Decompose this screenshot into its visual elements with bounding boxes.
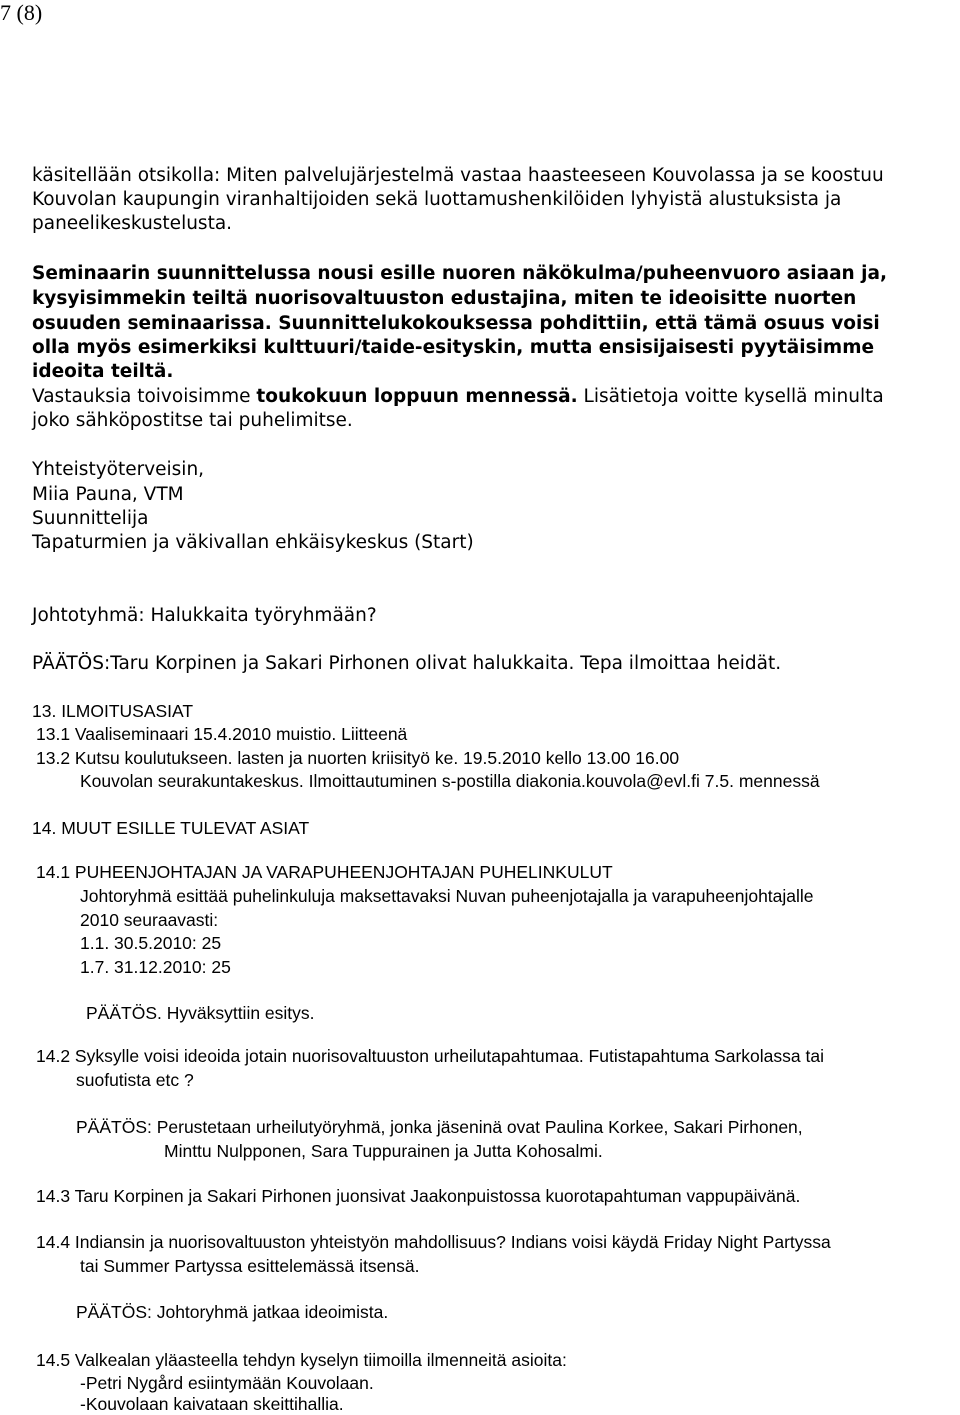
- reply-deadline: toukokuun loppuun mennessä.: [256, 386, 578, 407]
- item-14-1-line-4: 1.7. 31.12.2010: 25: [80, 957, 231, 977]
- section-13-heading: 13. ILMOITUSASIAT: [32, 701, 194, 721]
- johtoryhma-question: Johtotyhmä: Halukkaita työryhmään?: [32, 605, 377, 626]
- item-14-2-line-2: suofutista etc ?: [76, 1070, 194, 1090]
- bold-para-line-5: ideoita teiltä.: [32, 361, 174, 382]
- item-14-4-decision: PÄÄTÖS: Johtoryhmä jatkaa ideoimista.: [76, 1302, 389, 1322]
- page-number: 7 (8): [0, 0, 43, 25]
- reply-line-2: joko sähköpostitse tai puhelimitse.: [32, 410, 353, 431]
- bold-para-line-3: osuuden seminaarissa. Suunnittelukokouksessa pohdittiin, että tämä osuus voisi: [32, 313, 880, 334]
- item-14-5-line-1: 14.5 Valkealan yläasteella tehdyn kyselyn tiimoilla ilmenneitä asioita:: [36, 1350, 567, 1370]
- item-14-2-decision-2: Minttu Nulpponen, Sara Tuppurainen ja Jutta Kohosalmi.: [164, 1141, 603, 1161]
- item-14-3: 14.3 Taru Korpinen ja Sakari Pirhonen juonsivat Jaakonpuistossa kuorotapahtuman vappupäivänä.: [36, 1186, 801, 1206]
- item-14-1-line-3: 1.1. 30.5.2010: 25: [80, 933, 222, 953]
- intro-line-1: käsitellään otsikolla: Miten palvelujärjestelmä vastaa haasteeseen Kouvolassa ja se koostuu: [32, 165, 884, 186]
- item-14-4-line-1: 14.4 Indiansin ja nuorisovaltuuston yhteistyön mahdollisuus? Indians voisi käydä Friday Night Partyssa: [36, 1232, 831, 1252]
- item-14-2-line-1: 14.2 Syksylle voisi ideoida jotain nuorisovaltuuston urheilutapahtumaa. Futistapahtuma Sarkolassa tai: [36, 1046, 824, 1066]
- item-14-1-line-1: Johtoryhmä esittää puhelinkuluja maksettavaksi Nuvan puheenjotajalla ja varapuheenjohtajalle: [80, 886, 814, 906]
- bold-para-line-2: kysyisimmekin teiltä nuorisovaltuuston edustajina, miten te ideoisitte nuorten: [32, 288, 857, 309]
- item-13-1: 13.1 Vaaliseminaari 15.4.2010 muistio. Liitteenä: [36, 724, 408, 744]
- item-14-5-line-3: -Kouvolaan kaivataan skeittihallia.: [80, 1394, 344, 1414]
- signature-org: Tapaturmien ja väkivallan ehkäisykeskus (Start): [32, 532, 474, 553]
- item-14-1-title: 14.1 PUHEENJOHTAJAN JA VARAPUHEENJOHTAJAN PUHELINKULUT: [36, 862, 613, 882]
- item-14-2-decision-1: PÄÄTÖS: Perustetaan urheilutyöryhmä, jonka jäseninä ovat Paulina Korkee, Sakari Pirhonen,: [76, 1117, 803, 1137]
- intro-line-2: Kouvolan kaupungin viranhaltijoiden sekä luottamushenkilöiden lyhyistä alustuksista ja: [32, 189, 842, 210]
- item-13-2-location: Kouvolan seurakuntakeskus. Ilmoittautuminen s-postilla diakonia.kouvola@evl.fi 7.5. mennessä: [80, 771, 820, 791]
- signature-greeting: Yhteistyöterveisin,: [32, 459, 205, 480]
- bold-para-line-4: olla myös esimerkiksi kulttuuri/taide-esityskin, mutta ensisijaisesti pyytäisimme: [32, 337, 875, 358]
- item-14-5-line-2: -Petri Nygård esiintymään Kouvolaan.: [80, 1373, 374, 1393]
- item-14-1-line-2: 2010 seuraavasti:: [80, 910, 219, 930]
- item-13-2: 13.2 Kutsu koulutukseen. lasten ja nuorten kriisityö ke. 19.5.2010 kello 13.00 16.00: [36, 748, 680, 768]
- reply-text-c: Lisätietoja voitte kysellä minulta: [577, 386, 884, 407]
- bold-para-line-1: Seminaarin suunnittelussa nousi esille nuoren näkökulma/puheenvuoro asiaan ja,: [32, 263, 888, 284]
- item-14-1-decision: PÄÄTÖS. Hyväksyttiin esitys.: [86, 1003, 315, 1023]
- reply-text-a: Vastauksia toivoisimme: [32, 386, 257, 407]
- signature-title: Suunnittelija: [32, 508, 149, 529]
- section-14-heading: 14. MUUT ESILLE TULEVAT ASIAT: [32, 818, 310, 838]
- signature-name: Miia Pauna, VTM: [32, 484, 184, 505]
- paatos-line: PÄÄTÖS:Taru Korpinen ja Sakari Pirhonen olivat halukkaita. Tepa ilmoittaa heidät.: [32, 653, 782, 674]
- reply-line-1: [32, 386, 884, 407]
- item-14-4-line-2: tai Summer Partyssa esittelemässä itsensä.: [80, 1256, 420, 1276]
- intro-line-3: paneelikeskustelusta.: [32, 213, 233, 234]
